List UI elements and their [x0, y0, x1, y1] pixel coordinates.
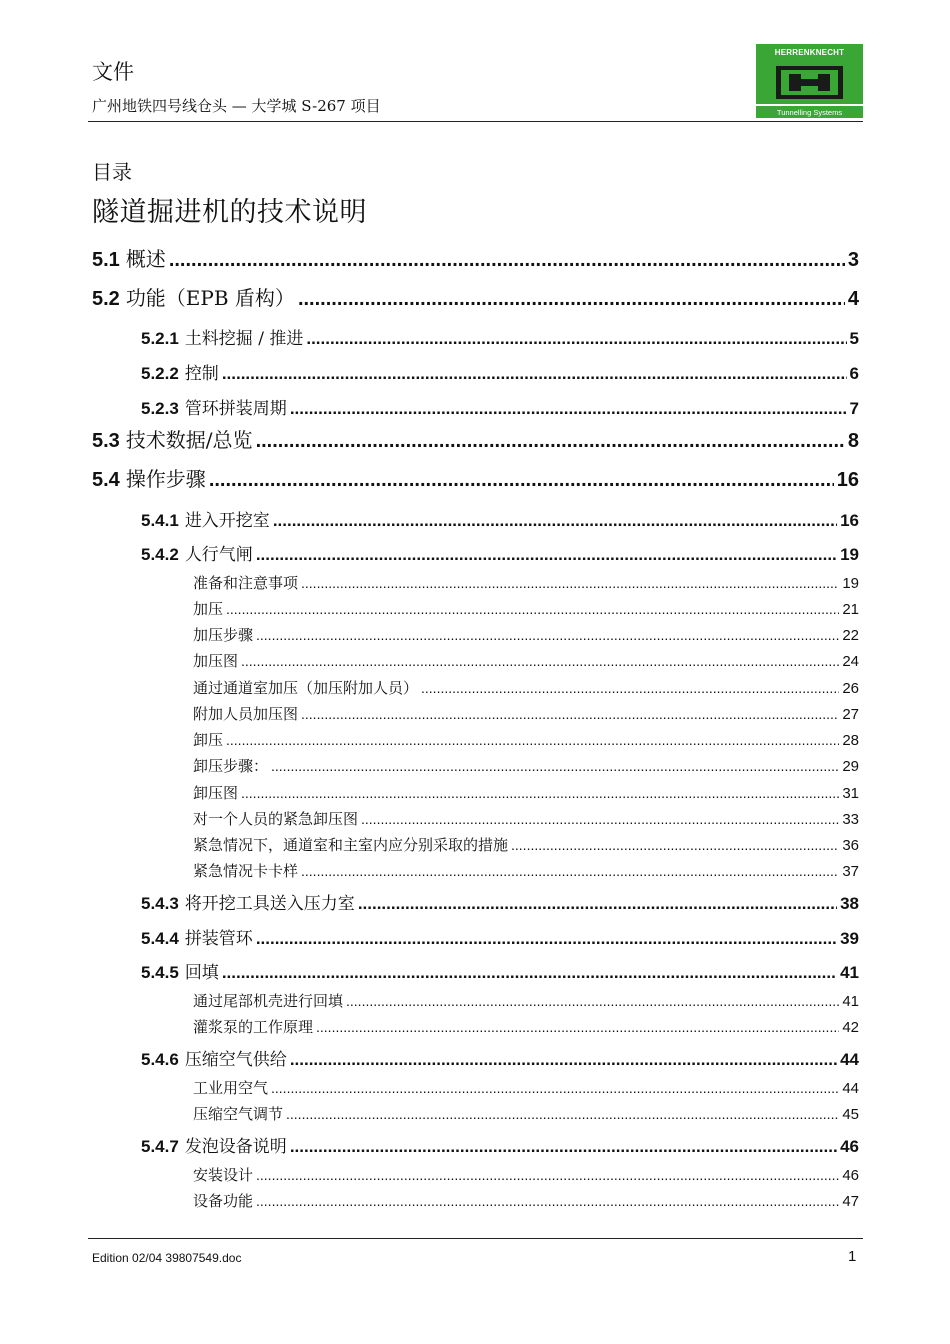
toc-entry-page: 7 [849, 399, 859, 418]
toc-entry[interactable] [193, 860, 859, 881]
toc-entry-page: 4 [847, 288, 859, 310]
toc-entry-page: 5 [849, 329, 859, 348]
toc-entry[interactable] [141, 359, 859, 384]
logo-top-text: HERRENKNECHT [756, 44, 863, 61]
toc-entry-title: 灌浆泵的工作原理 [193, 1018, 314, 1036]
toc-entry-title: 回填 [184, 963, 219, 983]
toc-entry-title: 通过通道室加压（加压附加人员） [193, 679, 419, 697]
toc-entry[interactable] [141, 324, 859, 349]
logo-bottom-text: Tunnelling Systems [756, 104, 863, 118]
toc-entry-title: 功能（EPB 盾构） [125, 286, 295, 310]
toc-entry-number: 5.4.6 [141, 1050, 179, 1069]
toc-entry-page: 8 [847, 430, 859, 452]
toc-entry[interactable] [193, 1016, 859, 1037]
toc-entry-page: 42 [842, 1019, 859, 1036]
toc-entry-page: 41 [840, 963, 859, 982]
toc-entry-page: 16 [836, 469, 859, 491]
toc-entry-number: 5.4.7 [141, 1137, 179, 1156]
footer-page-number: 1 [848, 1248, 857, 1265]
toc-dot-leader [271, 1080, 839, 1096]
toc-dot-leader [286, 1106, 839, 1122]
toc-entry-page: 46 [840, 1137, 859, 1156]
toc-dot-leader [209, 469, 834, 492]
toc-entry-title: 发泡设备说明 [184, 1137, 287, 1157]
toc-entry-title: 工业用空气 [193, 1079, 269, 1097]
toc-entry-number: 5.4.3 [141, 894, 179, 913]
toc-dot-leader [301, 863, 839, 879]
toc-entry[interactable] [141, 1132, 859, 1157]
toc-entry[interactable] [193, 808, 859, 829]
toc-entry-page: 47 [842, 1193, 859, 1210]
toc-entry[interactable] [193, 1190, 859, 1211]
toc-dot-leader [256, 1193, 839, 1209]
toc-entry-title: 附加人员加压图 [193, 705, 299, 723]
header-title: 文件 [92, 60, 134, 84]
toc-entry-title: 拼装管环 [184, 929, 253, 949]
toc-entry-title: 加压图 [193, 652, 239, 670]
toc-entry[interactable] [193, 677, 859, 698]
toc-entry-page: 24 [842, 653, 859, 670]
toc-entry[interactable] [141, 1045, 859, 1070]
toc-entry-title: 管环拼装周期 [184, 399, 287, 419]
toc-entry-title: 紧急情况下，通道室和主室内应分别采取的措施 [193, 836, 509, 854]
toc-entry-number: 5.1 [92, 249, 120, 271]
toc-dot-leader [169, 249, 845, 272]
toc-dot-leader [273, 511, 837, 531]
toc-entry-page: 21 [842, 601, 859, 618]
toc-entry-title: 操作步骤 [125, 467, 206, 491]
toc-entry-page: 28 [842, 732, 859, 749]
toc-entry-title: 卸压步骤： [193, 757, 269, 775]
toc-entry-title: 对一个人员的紧急卸压图 [193, 810, 359, 828]
toc-entry-page: 26 [842, 680, 859, 697]
toc-entry-page: 46 [842, 1167, 859, 1184]
toc-entry-number: 5.4.4 [141, 929, 179, 948]
toc-dot-leader [306, 329, 846, 349]
toc-entry[interactable] [92, 463, 859, 492]
toc-entry-title: 概述 [125, 247, 166, 271]
toc-dot-leader [256, 545, 837, 565]
toc-dot-leader [222, 364, 847, 384]
toc-dot-leader [298, 288, 845, 311]
toc-entry-page: 6 [849, 364, 859, 383]
toc-entry[interactable] [141, 958, 859, 983]
toc-entry[interactable] [193, 755, 859, 776]
toc-entry-title: 准备和注意事项 [193, 574, 299, 592]
toc-dot-leader [290, 1137, 837, 1157]
toc-dot-leader [222, 963, 837, 983]
header-subtitle: 广州地铁四号线仓头 — 大学城 S-267 项目 [92, 97, 381, 115]
toc-dot-leader [226, 601, 839, 617]
toc-dot-leader [358, 894, 837, 914]
toc-entry-title: 通过尾部机壳进行回填 [193, 992, 344, 1010]
toc-entry[interactable] [193, 782, 859, 803]
toc-entry-number: 5.4.1 [141, 511, 179, 530]
toc-entry-page: 36 [842, 837, 859, 854]
toc-dot-leader [226, 732, 839, 748]
toc-entry-title: 设备功能 [193, 1192, 254, 1210]
toc-dot-leader [290, 399, 847, 419]
toc-entry[interactable] [193, 598, 859, 619]
toc-dot-leader [256, 929, 837, 949]
toc-entry-page: 29 [842, 758, 859, 775]
toc-entry-title: 加压步骤 [193, 626, 254, 644]
toc-entry[interactable] [193, 1164, 859, 1185]
toc-entry[interactable] [193, 650, 859, 671]
toc-entry-page: 16 [840, 511, 859, 530]
toc-entry-title: 加压 [193, 600, 224, 618]
toc-entry-page: 3 [847, 249, 859, 271]
toc-dot-leader [346, 993, 839, 1009]
toc-entry-title: 安装设计 [193, 1166, 254, 1184]
toc-entry-page: 41 [842, 993, 859, 1010]
toc-dot-leader [316, 1019, 839, 1035]
toc-label: 目录 [92, 160, 132, 184]
toc-entry[interactable] [193, 624, 859, 645]
toc-entry-page: 33 [842, 811, 859, 828]
toc-entry-page: 22 [842, 627, 859, 644]
toc-dot-leader [256, 627, 839, 643]
toc-dot-leader [241, 785, 839, 801]
toc-dot-leader [301, 575, 839, 591]
toc-entry-page: 44 [840, 1050, 859, 1069]
toc-entry[interactable] [193, 990, 859, 1011]
toc-entry[interactable] [92, 282, 859, 311]
toc-entry-page: 45 [842, 1106, 859, 1123]
toc-dot-leader [301, 706, 839, 722]
toc-dot-leader [290, 1050, 837, 1070]
toc-entry[interactable] [193, 572, 859, 593]
toc-dot-leader [511, 837, 839, 853]
toc-entry[interactable] [92, 243, 859, 272]
toc-entry-title: 紧急情况卡卡样 [193, 862, 299, 880]
toc-entry[interactable] [141, 889, 859, 914]
toc-entry-title: 将开挖工具送入压力室 [184, 894, 355, 914]
toc-entry-title: 压缩空气供给 [184, 1050, 287, 1070]
toc-entry-page: 37 [842, 863, 859, 880]
toc-entry[interactable] [193, 1077, 859, 1098]
toc-entry-title: 卸压 [193, 731, 224, 749]
toc-entry-title: 进入开挖室 [184, 511, 270, 531]
toc-entry-number: 5.2 [92, 288, 120, 310]
toc-entry[interactable] [193, 834, 859, 855]
toc-entry-page: 44 [842, 1080, 859, 1097]
toc-entry[interactable] [141, 506, 859, 531]
toc-entry-page: 38 [840, 894, 859, 913]
toc-entry[interactable] [193, 703, 859, 724]
toc-dot-leader [361, 811, 839, 827]
toc-entry-number: 5.2.2 [141, 364, 179, 383]
toc-entry[interactable] [141, 540, 859, 565]
toc-entry-number: 5.4.5 [141, 963, 179, 982]
toc-entry-title: 控制 [184, 364, 219, 384]
toc-entry[interactable] [92, 424, 859, 453]
toc-dot-leader [256, 1167, 839, 1183]
footer-edition: Edition 02/04 39807549.doc [92, 1251, 242, 1265]
toc-entry-title: 技术数据/总览 [125, 428, 253, 452]
toc-entry-number: 5.2.3 [141, 399, 179, 418]
toc-entry-page: 27 [842, 706, 859, 723]
toc-entry[interactable] [141, 924, 859, 949]
toc-entry-number: 5.4 [92, 469, 120, 491]
document-title: 隧道掘进机的技术说明 [92, 197, 367, 228]
toc-entry-title: 卸压图 [193, 784, 239, 802]
toc-entry-title: 压缩空气调节 [193, 1105, 284, 1123]
toc-dot-leader [421, 680, 839, 696]
toc-entry[interactable] [193, 729, 859, 750]
toc-entry-page: 19 [840, 545, 859, 564]
toc-entry-number: 5.2.1 [141, 329, 179, 348]
toc-dot-leader [256, 430, 845, 453]
toc-entry-page: 39 [840, 929, 859, 948]
footer-divider [88, 1238, 863, 1239]
toc-entry[interactable] [141, 394, 859, 419]
toc-dot-leader [241, 653, 839, 669]
toc-entry-title: 土料挖掘 / 推进 [184, 329, 304, 349]
toc-entry-number: 5.3 [92, 430, 120, 452]
toc-entry[interactable] [193, 1103, 859, 1124]
toc-entry-page: 19 [842, 575, 859, 592]
toc-entry-page: 31 [842, 785, 859, 802]
toc-entry-number: 5.4.2 [141, 545, 179, 564]
toc-dot-leader [271, 758, 839, 774]
toc-entry-title: 人行气闸 [184, 545, 253, 565]
